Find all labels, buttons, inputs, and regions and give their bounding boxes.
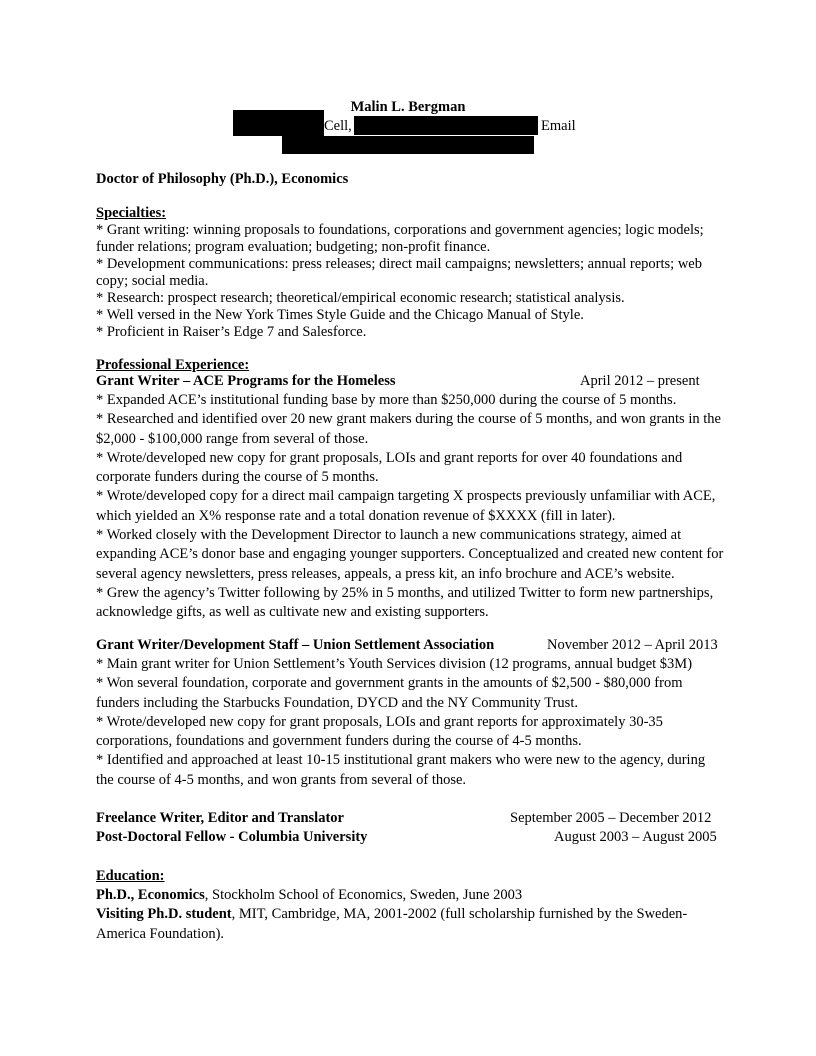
- list-item: * Well versed in the New York Times Style Guide and the Chicago Manual of Style.: [96, 307, 584, 323]
- job-header-union: [96, 636, 724, 655]
- job-dates: November 2012 – April 2013: [547, 637, 718, 653]
- redacted-phone: [233, 110, 324, 136]
- education-detail: , MIT, Cambridge, MA, 2001-2002 (full scholarship furnished by the Sweden-America Foundation).: [96, 906, 688, 942]
- list-item: * Researched and identified over 20 new grant makers during the course of 5 months, and won grants in the $2,000 - $100,000 range from several of those.: [96, 411, 721, 447]
- job-title: Freelance Writer, Editor and Translator: [96, 810, 344, 826]
- list-item: * Wrote/developed new copy for grant proposals, LOIs and grant reports for approximately 30-35 corporations, foundations and government funders during the course of 4-5 months.: [96, 713, 663, 750]
- job-dates: August 2003 – August 2005: [554, 829, 717, 845]
- job-dates: September 2005 – December 2012: [510, 810, 712, 826]
- list-item: * Grew the agency’s Twitter following by 25% in 5 months, and utilized Twitter to form new partnerships, acknowledge gifts, as well as cultivate new and existing supporters.: [96, 584, 714, 621]
- job-header-ace: [96, 372, 724, 391]
- education-list: [96, 886, 724, 944]
- degree-title: Doctor of Philosophy (Ph.D.), Economics: [96, 171, 349, 187]
- job-title: Grant Writer/Development Staff – Union Settlement Association: [96, 637, 495, 653]
- job-dates: April 2012 – present: [580, 373, 700, 389]
- education-degree: Visiting Ph.D. student: [96, 906, 232, 923]
- list-item: * Wrote/developed copy for a direct mail campaign targeting X prospects previously unfamiliar with ACE, which yielded an X% response rate and a total donation revenue of $XXXX (fill in later).: [96, 488, 716, 524]
- list-item: * Development communications: press releases; direct mail campaigns; newsletters; annual reports; web copy; social media.: [96, 256, 702, 289]
- education-entry: [96, 905, 724, 944]
- job-header-freelance: [96, 809, 724, 828]
- list-item: * Identified and approached at least 10-15 institutional grant makers who were new to the agency, during the course of 4-5 months, and won grants from several of those.: [96, 752, 706, 788]
- list-item: * Wrote/developed new copy for grant proposals, LOIs and grant reports for over 40 foundations and corporate funders during the course of 5 months.: [96, 449, 683, 486]
- education-entry: [96, 886, 724, 905]
- list-item: * Proficient in Raiser’s Edge 7 and Salesforce.: [96, 324, 367, 340]
- job-bullets-ace: [96, 391, 724, 623]
- education-degree: Ph.D., Economics: [96, 887, 205, 903]
- education-heading: Education:: [96, 868, 165, 884]
- email-label: Email: [541, 118, 576, 134]
- list-item: * Main grant writer for Union Settlement’s Youth Services division (12 programs, annual budget $3M): [96, 656, 693, 672]
- redacted-email: [354, 116, 538, 135]
- list-item: * Won several foundation, corporate and government grants in the amounts of $2,500 - $80,000 from funders including the Starbucks Foundation, DYCD and the NY Community Trust.: [96, 675, 683, 711]
- list-item: * Grant writing: winning proposals to foundations, corporations and government agencies; logic models; funder relations; program evaluation; budgeting; non-profit finance.: [96, 222, 704, 255]
- job-header-columbia: [96, 828, 724, 847]
- list-item: * Expanded ACE’s institutional funding base by more than $250,000 during the course of 5 months.: [96, 392, 677, 408]
- specialties-list: [96, 222, 724, 341]
- job-bullets-union: [96, 655, 724, 790]
- list-item: * Research: prospect research; theoretical/empirical economic research; statistical analysis.: [96, 290, 625, 306]
- redacted-address: [282, 136, 534, 154]
- specialties-heading: Specialties:: [96, 205, 167, 221]
- cell-label: Cell,: [324, 118, 352, 134]
- education-detail: , Stockholm School of Economics, Sweden, June 2003: [204, 887, 523, 903]
- candidate-name: Malin L. Bergman: [350, 99, 466, 115]
- job-title: Post-Doctoral Fellow - Columbia University: [96, 829, 368, 845]
- list-item: * Worked closely with the Development Director to launch a new communications strategy, aimed at expanding ACE’s donor base and engaging younger supporters. Conceptualized and created new content for several agency newsletters, press releases, appeals, a press kit, an info brochure and ACE’s website.: [96, 527, 724, 582]
- job-title: Grant Writer – ACE Programs for the Homeless: [96, 373, 396, 389]
- experience-heading: Professional Experience:: [96, 357, 250, 373]
